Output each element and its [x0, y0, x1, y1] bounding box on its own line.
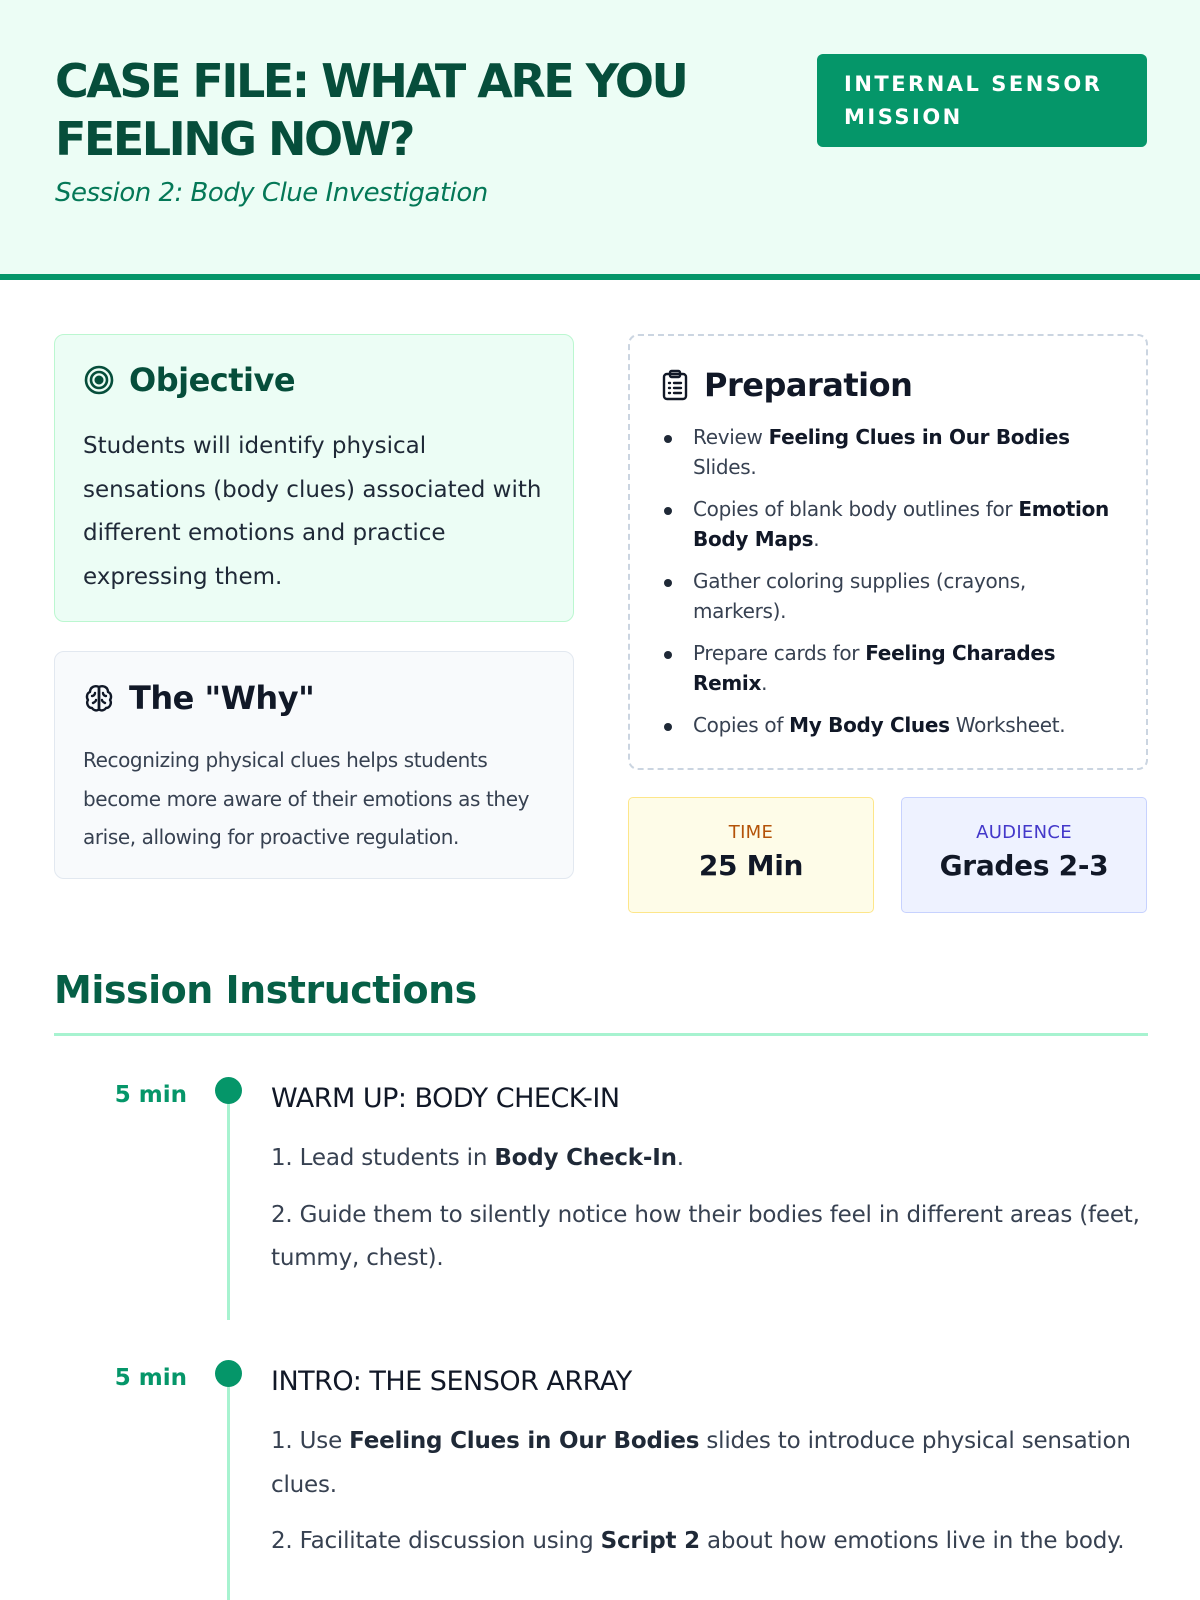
why-header: [83, 679, 314, 717]
preparation-list: [664, 422, 1124, 752]
time-stat: [628, 797, 874, 913]
why-card: [54, 651, 574, 879]
step-title: WARM UP: BODY CHECK-IN: [271, 1083, 620, 1114]
list-item: 2. Guide them to silently notice how their bodies feel in different areas (feet, tummy, chest).: [271, 1201, 1140, 1271]
time-label: TIME: [728, 822, 774, 843]
time-value: 25 Min: [698, 849, 804, 882]
objective-title: Objective: [129, 361, 296, 399]
clipboard-icon: [660, 369, 690, 401]
section-title: Mission Instructions: [54, 968, 477, 1012]
header-banner: [0, 0, 1200, 280]
section-divider: [54, 1033, 1148, 1036]
timeline-dot: [215, 1077, 242, 1104]
step-list: [271, 1420, 1151, 1577]
list-item: Review Feeling Clues in Our Bodies Slides.: [664, 422, 1124, 482]
step-duration: 5 min: [114, 1365, 187, 1391]
list-item: 1. Lead students in Body Check-In.: [271, 1145, 684, 1171]
step-duration: 5 min: [114, 1082, 187, 1108]
why-title: The "Why": [129, 679, 315, 717]
why-text: Recognizing physical clues helps students become more aware of their emotions as they arise, allowing for proactive regulation.: [83, 748, 530, 849]
objective-card: [54, 334, 574, 622]
preparation-title: Preparation: [704, 366, 913, 404]
page-title: CASE FILE: WHAT ARE YOU FEELING NOW?: [55, 54, 687, 166]
audience-stat: [901, 797, 1147, 913]
timeline-line: [227, 1092, 230, 1320]
preparation-card: [628, 334, 1148, 770]
list-item: Gather coloring supplies (crayons, markers).: [664, 566, 1124, 626]
audience-value: Grades 2-3: [939, 849, 1109, 882]
mission-badge: INTERNAL SENSOR MISSION: [817, 54, 1147, 147]
list-item: Copies of My Body Clues Worksheet.: [664, 710, 1124, 740]
list-item: Copies of blank body outlines for Emotion Body Maps.: [664, 494, 1124, 554]
timeline-dot: [215, 1360, 242, 1387]
audience-label: AUDIENCE: [976, 822, 1072, 843]
objective-text: Students will identify physical sensations (body clues) associated with different emotions and practice expressing them.: [83, 433, 542, 590]
list-item: 2. Facilitate discussion using Script 2 about how emotions live in the body.: [271, 1528, 1125, 1554]
objective-header: [83, 361, 295, 399]
brain-icon: [83, 682, 115, 714]
page-subtitle: Session 2: Body Clue Investigation: [55, 178, 488, 208]
list-item: Prepare cards for Feeling Charades Remix.: [664, 638, 1124, 698]
step-list: [271, 1137, 1151, 1294]
step-title: INTRO: THE SENSOR ARRAY: [271, 1366, 632, 1397]
timeline-line: [227, 1375, 230, 1600]
preparation-header: [660, 366, 912, 404]
target-icon: [83, 364, 115, 396]
list-item: 1. Use Feeling Clues in Our Bodies slides to introduce physical sensation clues.: [271, 1428, 1131, 1498]
